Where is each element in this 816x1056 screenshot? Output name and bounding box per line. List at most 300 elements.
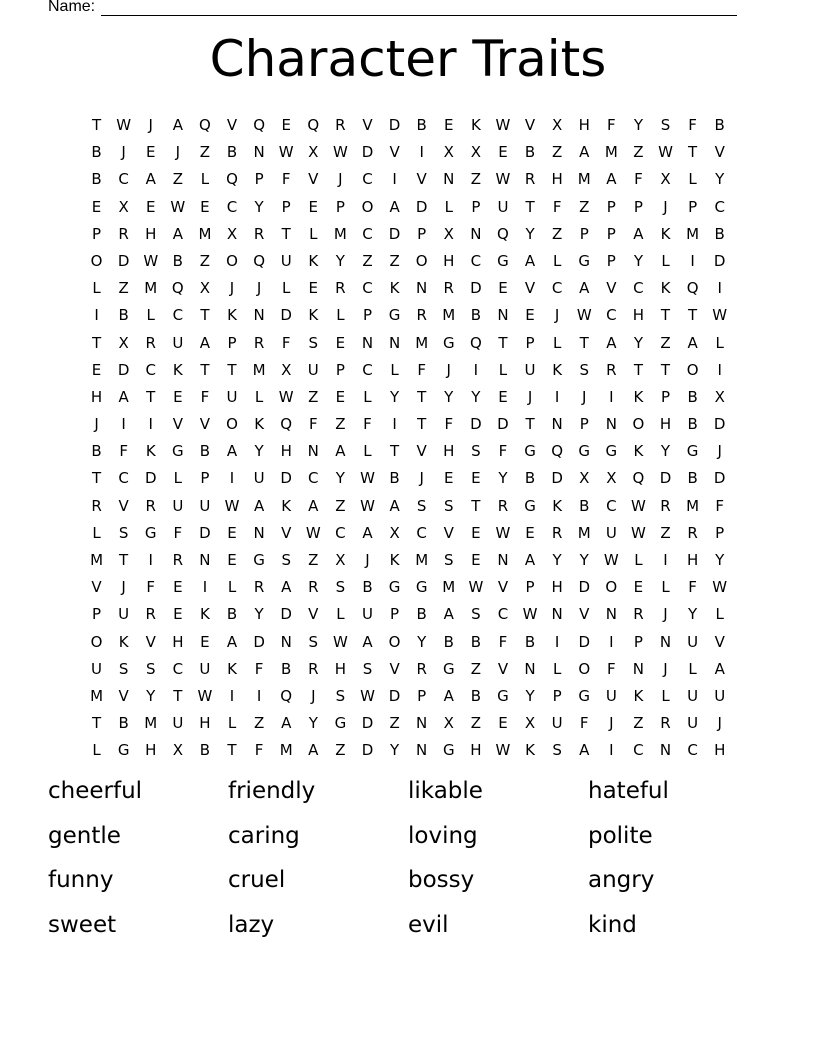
grid-cell: U: [91, 659, 103, 678]
word-list-item: evil: [408, 911, 449, 938]
grid-cell: W: [197, 686, 213, 705]
grid-cell: A: [443, 605, 454, 624]
grid-cell: N: [632, 659, 645, 678]
grid-cell: Q: [253, 251, 266, 270]
grid-cell: F: [281, 170, 291, 189]
grid-cell: F: [498, 632, 508, 651]
grid-cell: G: [524, 442, 536, 461]
grid-cell: E: [173, 578, 183, 597]
grid-cell: B: [714, 116, 725, 134]
grid-cell: N: [524, 659, 536, 678]
grid-cell: E: [145, 143, 156, 162]
grid-cell: E: [227, 523, 237, 542]
grid-cell: G: [442, 741, 455, 760]
grid-cell: G: [578, 442, 591, 461]
grid-cell: F: [688, 116, 697, 134]
grid-cell: B: [199, 442, 211, 461]
grid-cell: Z: [335, 741, 346, 760]
grid-cell: Z: [552, 224, 563, 243]
grid-cell: I: [392, 415, 397, 434]
grid-cell: A: [606, 333, 617, 352]
grid-cell: B: [226, 143, 238, 162]
grid-cell: Y: [254, 605, 264, 624]
grid-cell: A: [335, 442, 346, 461]
word-list-item: loving: [408, 822, 478, 849]
grid-cell: P: [390, 605, 400, 624]
grid-cell: R: [253, 578, 265, 597]
grid-cell: D: [470, 279, 482, 298]
grid-cell: B: [687, 387, 698, 406]
grid-cell: Q: [469, 333, 482, 352]
grid-cell: D: [361, 741, 374, 760]
grid-cell: W: [712, 306, 728, 325]
grid-cell: H: [470, 741, 482, 760]
grid-cell: J: [175, 143, 181, 162]
grid-cell: P: [335, 360, 345, 379]
grid-cell: L: [552, 333, 562, 352]
grid-cell: A: [579, 279, 590, 298]
grid-cell: V: [416, 170, 427, 189]
grid-cell: C: [687, 741, 698, 760]
grid-cell: F: [281, 333, 291, 352]
grid-cell: M: [686, 224, 700, 243]
grid-cell: P: [606, 197, 616, 216]
grid-cell: K: [633, 442, 644, 461]
grid-cell: S: [335, 578, 346, 597]
page-title: Character Traits: [209, 30, 607, 88]
grid-cell: U: [714, 686, 726, 705]
grid-cell: H: [199, 714, 211, 733]
grid-cell: R: [497, 496, 509, 515]
grid-cell: H: [145, 741, 157, 760]
grid-cell: J: [582, 387, 587, 406]
grid-cell: C: [362, 360, 373, 379]
grid-cell: L: [336, 605, 345, 624]
grid-cell: E: [471, 469, 481, 488]
grid-cell: D: [578, 632, 591, 651]
grid-cell: M: [333, 224, 347, 243]
grid-cell: W: [278, 387, 294, 406]
grid-cell: Y: [389, 741, 400, 760]
grid-cell: P: [579, 415, 589, 434]
grid-cell: V: [389, 143, 400, 162]
word-list-item: funny: [48, 867, 114, 893]
grid-cell: J: [717, 442, 722, 461]
grid-cell: J: [338, 170, 343, 189]
grid-cell: I: [473, 360, 479, 379]
grid-cell: A: [579, 741, 590, 760]
grid-cell: K: [308, 251, 319, 270]
grid-cell: T: [281, 224, 291, 243]
grid-cell: P: [254, 170, 264, 189]
grid-cell: I: [554, 387, 560, 406]
grid-cell: H: [280, 442, 292, 461]
grid-cell: J: [94, 415, 99, 434]
grid-cell: W: [495, 741, 511, 760]
grid-cell: A: [118, 387, 129, 406]
grid-cell: N: [253, 143, 265, 162]
grid-cell: K: [227, 659, 237, 678]
grid-cell: Q: [253, 116, 266, 134]
grid-cell: U: [605, 686, 617, 705]
grid-cell: F: [363, 415, 372, 434]
grid-cell: B: [470, 686, 481, 705]
grid-cell: P: [227, 333, 237, 352]
grid-cell: W: [631, 523, 646, 542]
grid-cell: U: [172, 714, 184, 733]
grid-cell: I: [229, 686, 235, 705]
grid-cell: R: [416, 659, 427, 678]
grid-cell: Q: [171, 279, 184, 298]
grid-cell: N: [470, 224, 482, 243]
grid-cell: E: [308, 197, 319, 216]
grid-cell: T: [91, 333, 102, 352]
grid-cell: C: [362, 279, 373, 298]
grid-cell: T: [525, 415, 535, 434]
grid-cell: D: [388, 686, 401, 705]
grid-cell: L: [309, 224, 318, 243]
grid-cell: C: [633, 741, 644, 760]
grid-cell: R: [443, 279, 454, 298]
grid-cell: K: [525, 741, 535, 760]
grid-cell: R: [308, 659, 319, 678]
grid-cell: M: [577, 523, 591, 542]
grid-cell: L: [173, 469, 182, 488]
word-list-item: angry: [588, 867, 655, 893]
grid-cell: K: [254, 415, 265, 434]
grid-cell: T: [688, 143, 698, 162]
grid-cell: D: [253, 632, 265, 651]
grid-cell: L: [200, 170, 210, 189]
grid-cell: R: [91, 496, 102, 515]
grid-cell: Y: [146, 686, 156, 705]
grid-cell: B: [199, 741, 211, 760]
grid-cell: F: [607, 659, 616, 678]
grid-cell: W: [360, 496, 375, 515]
grid-cell: B: [470, 632, 481, 651]
grid-cell: G: [388, 306, 401, 325]
grid-cell: B: [687, 469, 698, 488]
grid-cell: B: [389, 469, 400, 488]
grid-cell: Q: [632, 469, 645, 488]
grid-cell: N: [497, 306, 509, 325]
grid-cell: A: [253, 496, 265, 515]
grid-cell: E: [444, 469, 454, 488]
grid-cell: A: [199, 333, 211, 352]
grid-cell: B: [362, 578, 373, 597]
grid-cell: F: [715, 496, 725, 515]
grid-cell: D: [361, 714, 374, 733]
grid-cell: E: [444, 116, 454, 134]
grid-cell: D: [199, 523, 211, 542]
grid-cell: F: [579, 714, 589, 733]
grid-cell: T: [417, 387, 427, 406]
grid-cell: C: [416, 523, 427, 542]
grid-cell: Q: [307, 116, 320, 134]
grid-cell: J: [121, 143, 126, 162]
grid-cell: E: [308, 279, 319, 298]
grid-cell: P: [417, 686, 427, 705]
grid-cell: G: [497, 686, 509, 705]
grid-cell: T: [91, 469, 102, 488]
grid-cell: T: [91, 116, 102, 134]
grid-cell: D: [713, 415, 726, 434]
grid-cell: D: [388, 116, 401, 134]
grid-cell: G: [497, 251, 509, 270]
grid-cell: A: [281, 578, 292, 597]
grid-cell: Z: [660, 333, 671, 352]
grid-cell: U: [687, 686, 699, 705]
grid-cell: U: [253, 469, 265, 488]
grid-cell: J: [717, 714, 722, 733]
grid-cell: J: [365, 551, 370, 569]
grid-cell: M: [415, 551, 429, 569]
grid-cell: D: [144, 469, 157, 488]
grid-cell: Z: [308, 551, 319, 569]
grid-cell: E: [525, 306, 535, 325]
grid-cell: R: [660, 496, 671, 515]
word-list-item: cruel: [228, 867, 286, 893]
grid-cell: M: [442, 306, 456, 325]
grid-cell: Q: [686, 279, 699, 298]
grid-cell: I: [663, 551, 668, 569]
grid-cell: R: [335, 279, 346, 298]
grid-cell: M: [90, 686, 104, 705]
grid-cell: L: [363, 387, 372, 406]
grid-cell: V: [389, 659, 400, 678]
grid-cell: L: [661, 251, 670, 270]
grid-cell: L: [634, 551, 643, 569]
word-list-item: kind: [588, 911, 637, 938]
grid-cell: J: [256, 279, 262, 298]
grid-cell: D: [713, 469, 726, 488]
grid-cell: R: [145, 333, 156, 352]
grid-cell: V: [579, 605, 590, 624]
grid-cell: P: [525, 578, 535, 597]
grid-cell: I: [392, 170, 397, 189]
grid-cell: T: [200, 360, 210, 379]
grid-cell: R: [145, 496, 156, 515]
grid-cell: G: [442, 659, 455, 678]
grid-cell: X: [226, 224, 238, 243]
grid-cell: D: [280, 605, 292, 624]
word-list-item: gentle: [48, 822, 121, 849]
word-list-item: cheerful: [48, 778, 143, 804]
grid-cell: L: [715, 333, 724, 352]
grid-cell: J: [121, 578, 126, 597]
grid-cell: U: [172, 496, 184, 515]
grid-cell: X: [443, 143, 454, 162]
grid-cell: P: [660, 387, 671, 406]
grid-cell: U: [199, 496, 211, 515]
grid-cell: M: [415, 333, 429, 352]
grid-cell: C: [551, 279, 563, 298]
name-blank-line[interactable]: [101, 1, 737, 16]
grid-cell: Z: [633, 714, 644, 733]
grid-cell: O: [578, 659, 591, 678]
grid-cell: Z: [470, 714, 481, 733]
grid-cell: G: [144, 523, 157, 542]
word-list-item: likable: [408, 778, 483, 804]
grid-cell: E: [525, 523, 535, 542]
grid-cell: F: [146, 578, 156, 597]
grid-cell: A: [172, 224, 183, 243]
grid-cell: V: [524, 279, 536, 298]
grid-cell: W: [224, 496, 240, 515]
grid-cell: R: [308, 578, 319, 597]
grid-cell: W: [360, 686, 375, 705]
grid-cell: E: [145, 197, 156, 216]
grid-cell: C: [145, 360, 156, 379]
grid-cell: F: [173, 523, 183, 542]
grid-cell: P: [200, 469, 210, 488]
grid-cell: L: [661, 686, 670, 705]
grid-cell: U: [361, 605, 373, 624]
grid-cell: G: [117, 741, 130, 760]
grid-cell: Z: [552, 143, 563, 162]
grid-cell: G: [334, 714, 347, 733]
grid-cell: P: [335, 197, 345, 216]
grid-cell: W: [170, 197, 186, 216]
grid-cell: R: [253, 333, 265, 352]
grid-cell: J: [419, 469, 424, 488]
grid-cell: J: [554, 306, 560, 325]
grid-cell: H: [659, 415, 672, 434]
grid-cell: T: [633, 360, 643, 379]
grid-cell: L: [92, 741, 101, 760]
grid-cell: G: [253, 551, 265, 569]
grid-cell: Y: [335, 469, 345, 488]
grid-cell: V: [497, 578, 509, 597]
grid-cell: T: [660, 306, 671, 325]
grid-cell: G: [524, 496, 536, 515]
grid-cell: W: [468, 578, 484, 597]
grid-cell: L: [498, 360, 508, 379]
grid-cell: B: [416, 605, 427, 624]
grid-cell: W: [332, 143, 348, 162]
grid-cell: Y: [308, 714, 318, 733]
grid-cell: Z: [253, 714, 265, 733]
grid-cell: N: [551, 415, 563, 434]
grid-cell: X: [524, 714, 536, 733]
grid-cell: O: [605, 578, 618, 597]
grid-cell: Z: [199, 143, 211, 162]
name-field[interactable]: [48, 0, 737, 16]
grid-cell: G: [578, 686, 591, 705]
grid-cell: G: [172, 442, 184, 461]
grid-cell: T: [227, 741, 237, 760]
grid-cell: H: [443, 251, 455, 270]
grid-cell: P: [552, 686, 562, 705]
grid-cell: V: [118, 496, 129, 515]
grid-cell: V: [606, 279, 617, 298]
grid-cell: A: [281, 714, 292, 733]
grid-cell: Y: [688, 605, 698, 624]
grid-cell: H: [90, 387, 103, 406]
grid-cell: T: [525, 197, 535, 216]
grid-cell: L: [661, 578, 670, 597]
grid-cell: M: [577, 170, 591, 189]
grid-cell: H: [145, 224, 157, 243]
grid-cell: P: [633, 632, 643, 651]
grid-cell: A: [145, 170, 156, 189]
grid-cell: P: [471, 197, 481, 216]
grid-cell: P: [606, 224, 616, 243]
grid-cell: F: [200, 387, 210, 406]
grid-cell: S: [335, 686, 346, 705]
grid-cell: D: [280, 469, 292, 488]
grid-cell: Q: [280, 415, 293, 434]
grid-cell: P: [417, 224, 427, 243]
grid-cell: Z: [308, 387, 319, 406]
grid-cell: W: [576, 306, 592, 325]
grid-cell: S: [118, 523, 129, 542]
grid-cell: K: [660, 279, 671, 298]
grid-cell: C: [172, 659, 184, 678]
grid-cell: H: [551, 578, 563, 597]
grid-cell: K: [172, 360, 183, 379]
grid-cell: E: [471, 551, 481, 569]
grid-cell: Y: [715, 551, 725, 569]
grid-cell: F: [552, 197, 562, 216]
grid-cell: N: [551, 605, 563, 624]
grid-cell: I: [202, 578, 208, 597]
grid-cell: G: [686, 442, 699, 461]
grid-cell: X: [335, 551, 346, 569]
grid-cell: P: [633, 197, 643, 216]
grid-cell: C: [633, 279, 644, 298]
grid-cell: I: [554, 632, 560, 651]
grid-cell: W: [143, 251, 159, 270]
grid-cell: I: [690, 251, 695, 270]
grid-cell: V: [199, 415, 211, 434]
grid-cell: Y: [633, 116, 643, 134]
word-list-item: polite: [588, 822, 653, 849]
grid-cell: F: [254, 659, 264, 678]
grid-cell: S: [145, 659, 156, 678]
grid-cell: T: [227, 360, 237, 379]
grid-cell: M: [198, 224, 212, 243]
grid-cell: U: [524, 360, 536, 379]
grid-cell: C: [335, 523, 346, 542]
grid-cell: C: [362, 224, 373, 243]
grid-cell: A: [633, 224, 644, 243]
grid-cell: W: [658, 143, 673, 162]
grid-cell: X: [172, 741, 183, 760]
grid-cell: H: [632, 306, 645, 325]
grid-cell: I: [229, 469, 235, 488]
grid-cell: N: [280, 632, 292, 651]
grid-cell: U: [226, 387, 238, 406]
grid-cell: P: [606, 251, 616, 270]
grid-cell: N: [605, 605, 617, 624]
grid-cell: B: [416, 116, 427, 134]
grid-cell: K: [552, 360, 563, 379]
grid-cell: Y: [715, 170, 725, 189]
grid-cell: Q: [280, 686, 293, 705]
grid-cell: D: [388, 224, 401, 243]
grid-cell: Y: [633, 333, 643, 352]
grid-cell: R: [551, 523, 563, 542]
grid-cell: K: [552, 496, 563, 515]
grid-cell: B: [470, 306, 481, 325]
grid-cell: H: [686, 551, 699, 569]
grid-cell: C: [606, 496, 617, 515]
grid-cell: W: [603, 551, 619, 569]
grid-cell: Y: [471, 387, 481, 406]
grid-cell: W: [522, 605, 538, 624]
grid-cell: A: [308, 496, 319, 515]
